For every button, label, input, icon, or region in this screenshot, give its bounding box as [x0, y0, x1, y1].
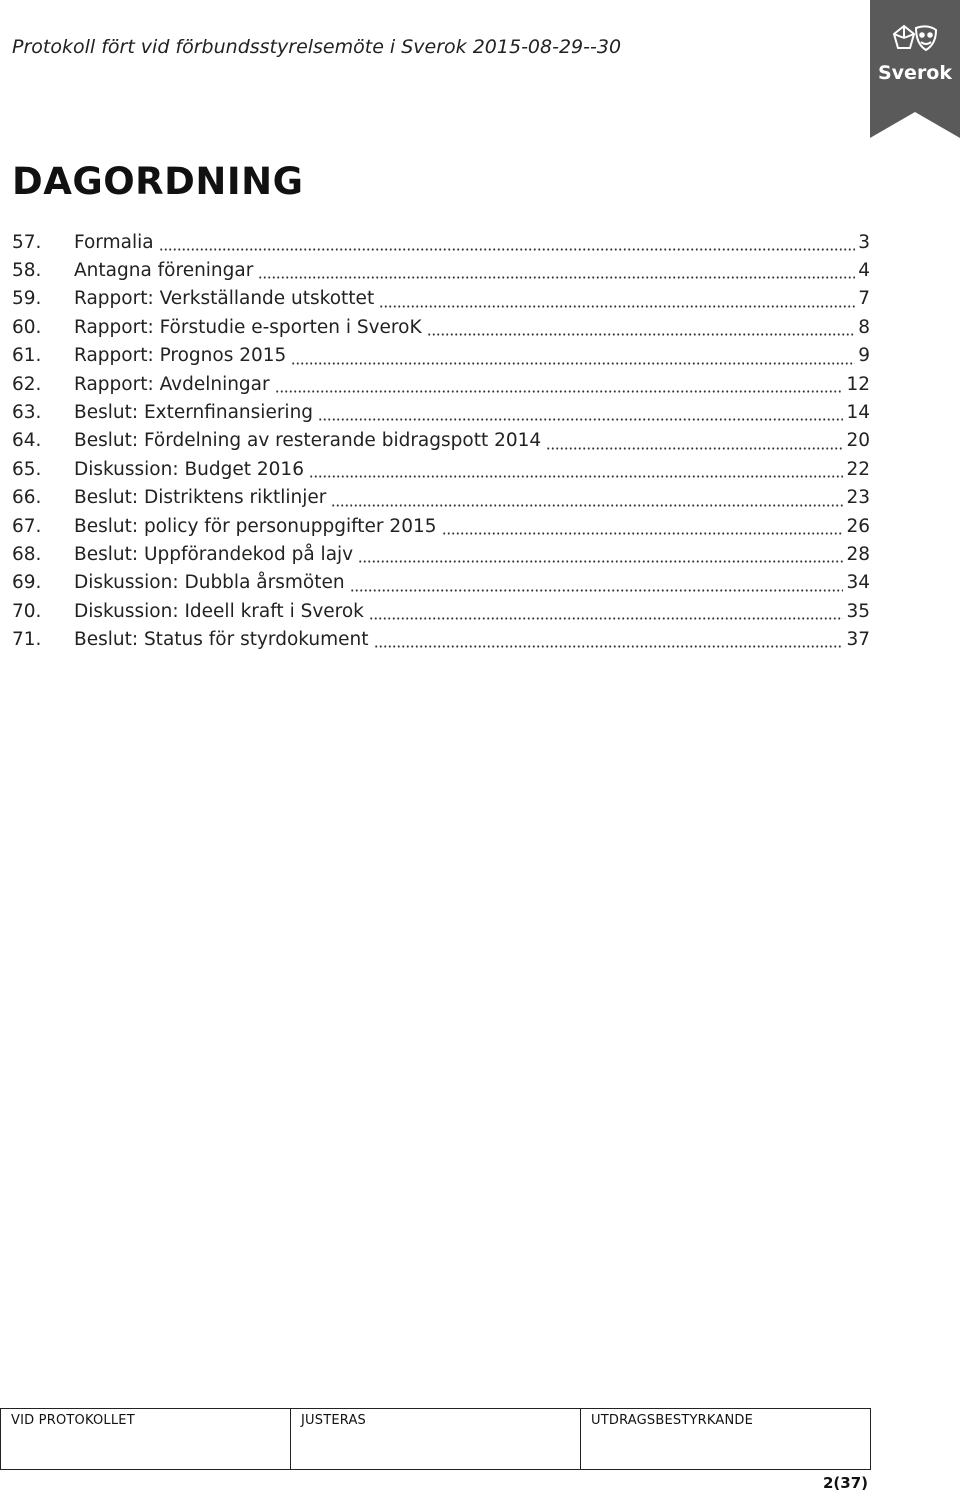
toc-entry[interactable] — [12, 256, 870, 284]
toc-dot-leader — [309, 455, 843, 483]
toc-entry-number: 62. — [12, 373, 42, 395]
toc-dot-leader — [331, 484, 843, 512]
toc-entry-number: 69. — [12, 572, 42, 594]
toc-entry-number: 67. — [12, 515, 42, 537]
toc-entry-title[interactable]: Beslut: Fördelning av resterande bidragspott 2014 — [74, 430, 542, 452]
toc-entry-title[interactable]: Diskussion: Budget 2016 — [74, 458, 304, 480]
toc-entry-title[interactable]: Diskussion: Ideell kraft i Sverok — [74, 600, 364, 622]
toc-entry-title[interactable]: Beslut: Externfinansiering — [74, 402, 314, 424]
page-title: DAGORDNING — [12, 160, 304, 203]
toc-entry-number: 65. — [12, 458, 42, 480]
toc-entry-title[interactable]: Rapport: Verkställande utskottet — [74, 288, 375, 310]
toc-dot-leader — [427, 313, 855, 341]
signature-cell-protokollet: VID PROTOKOLLET — [1, 1409, 291, 1469]
toc-entry-page: 12 — [846, 373, 870, 395]
toc-entry-page: 8 — [858, 316, 870, 338]
toc-entry-number: 66. — [12, 487, 42, 509]
toc-entry-page: 7 — [858, 288, 870, 310]
toc-entry-title[interactable]: Beslut: Status för styrdokument — [74, 629, 369, 651]
toc-entry[interactable] — [12, 597, 870, 625]
toc-entry[interactable] — [12, 625, 870, 653]
toc-entry-number: 70. — [12, 600, 42, 622]
logo-text: Sverok — [877, 62, 952, 84]
toc-entry-page: 3 — [858, 231, 870, 253]
toc-entry-page: 28 — [846, 543, 870, 565]
toc-entry-number: 60. — [12, 316, 42, 338]
toc-dot-leader — [374, 625, 844, 653]
toc-entry-page: 9 — [858, 345, 870, 367]
signature-table — [0, 1408, 871, 1470]
toc-entry-number: 58. — [12, 260, 42, 282]
toc-entry-title[interactable]: Beslut: Distriktens riktlinjer — [74, 487, 327, 509]
toc-dot-leader — [275, 370, 844, 398]
toc-entry-page: 35 — [846, 600, 870, 622]
toc-entry[interactable] — [12, 512, 870, 540]
toc-dot-leader — [350, 569, 844, 597]
toc-entry-number: 68. — [12, 543, 42, 565]
toc-dot-leader — [369, 597, 844, 625]
signature-cell-justeras: JUSTERAS — [291, 1409, 581, 1469]
toc-entry-number: 59. — [12, 288, 42, 310]
toc-entry-page: 14 — [846, 402, 870, 424]
toc-entry[interactable] — [12, 540, 870, 568]
toc-entry[interactable] — [12, 285, 870, 313]
toc-entry[interactable] — [12, 228, 870, 256]
toc-entry-number: 63. — [12, 402, 42, 424]
toc-dot-leader — [442, 512, 844, 540]
toc-entry-title[interactable]: Beslut: Uppförandekod på lajv — [74, 543, 354, 565]
toc-entry-page: 37 — [846, 629, 870, 651]
toc-entry-title[interactable]: Rapport: Avdelningar — [74, 373, 270, 395]
toc-entry[interactable] — [12, 569, 870, 597]
toc-dot-leader — [379, 285, 855, 313]
toc-entry-title[interactable]: Rapport: Prognos 2015 — [74, 345, 287, 367]
signature-cell-utdrag: UTDRAGSBESTYRKANDE — [591, 1413, 753, 1428]
toc-entry[interactable] — [12, 455, 870, 483]
toc-entry[interactable] — [12, 370, 870, 398]
toc-entry[interactable] — [12, 484, 870, 512]
toc-entry-page: 20 — [846, 430, 870, 452]
toc-entry-title[interactable]: Diskussion: Dubbla årsmöten — [74, 572, 345, 594]
toc-entry-page: 23 — [846, 487, 870, 509]
toc-entry[interactable] — [12, 427, 870, 455]
toc-dot-leader — [546, 427, 843, 455]
toc-entry-number: 71. — [12, 629, 42, 651]
toc-entry-page: 22 — [846, 458, 870, 480]
toc-entry-page: 26 — [846, 515, 870, 537]
document-header: Protokoll fört vid förbundsstyrelsemöte i Sverok 2015-08-29--30 — [12, 36, 622, 58]
toc-dot-leader — [358, 540, 843, 568]
table-of-contents — [12, 228, 870, 654]
sverok-logo — [870, 0, 960, 138]
toc-entry-title[interactable]: Formalia — [74, 231, 154, 253]
toc-entry-number: 57. — [12, 231, 42, 253]
toc-entry-title[interactable]: Beslut: policy för personuppgifter 2015 — [74, 515, 437, 537]
toc-dot-leader — [159, 228, 855, 256]
toc-entry[interactable] — [12, 313, 870, 341]
toc-entry-number: 64. — [12, 430, 42, 452]
toc-entry-title[interactable]: Rapport: Förstudie e-sporten i SveroK — [74, 316, 422, 338]
toc-entry-page: 4 — [858, 260, 870, 282]
toc-entry[interactable] — [12, 342, 870, 370]
toc-entry-page: 34 — [846, 572, 870, 594]
toc-dot-leader — [291, 342, 855, 370]
page-number: 2(37) — [822, 1474, 868, 1492]
toc-dot-leader — [318, 398, 843, 426]
toc-entry[interactable] — [12, 398, 870, 426]
toc-entry-number: 61. — [12, 345, 42, 367]
toc-entry-title[interactable]: Antagna föreningar — [74, 260, 254, 282]
toc-dot-leader — [258, 256, 855, 284]
